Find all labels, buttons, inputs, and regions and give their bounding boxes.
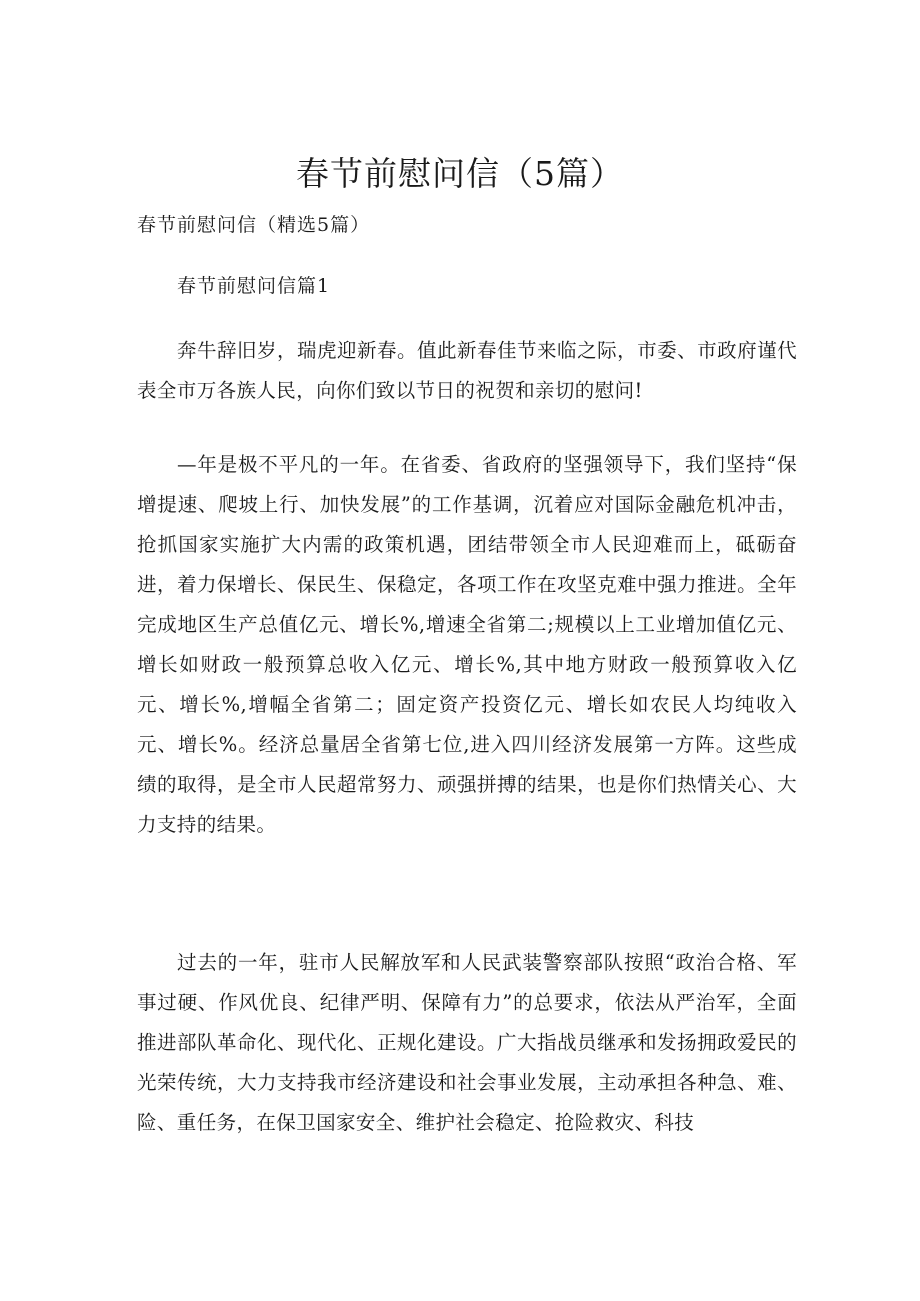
- document-title: 春节前慰问信（5篇）: [296, 154, 624, 193]
- document-subtitle: 春节前慰问信（精选5篇）: [137, 214, 371, 236]
- section-heading: 春节前慰问信篇1: [177, 275, 331, 297]
- paragraph-1: 奔牛辞旧岁，瑞虎迎新春。值此新春佳节来临之际，市委、市政府谨代表全市万各族人民，向你们致以节日的祝贺和亲切的慰问!: [137, 339, 797, 402]
- paragraph-2: —年是极不平凡的一年。在省委、省政府的坚强领导下，我们坚持“保增提速、爬坡上行、加快发展”的工作基调，沉着应对国际金融危机冲击，抢抓国家实施扩大内需的政策机遇，团结带领全市人民迎难而上，砥砺奋进，着力保增长、保民生、保稳定，各项工作在攻坚克难中强力推进。全年完成地区生产总值亿元、增长%,增速全省第二;规模以上工业增加值亿元、增长如财政一般预算总收入亿元、增长%,其中地方财政一般预算收入亿元、增长%,增幅全省第二；固定资产投资亿元、增长如农民人均纯收入元、增长%。经济总量居全省第七位,进入四川经济发展第一方阵。这些成绩的取得，是全市人民超常努力、顽强拼搏的结果，也是你们热情关心、大力支持的结果。: [137, 453, 797, 836]
- paragraph-3: 过去的一年，驻市人民解放军和人民武装警察部队按照“政治合格、军事过硬、作风优良、纪律严明、保障有力”的总要求，依法从严治军，全面推进部队革命化、现代化、正规化建设。广大指战员继承和发扬拥政爱民的光荣传统，大力支持我市经济建设和社会事业发展，主动承担各种急、难、险、重任务，在保卫国家安全、维护社会稳定、抢险救灾、科技: [137, 951, 797, 1134]
